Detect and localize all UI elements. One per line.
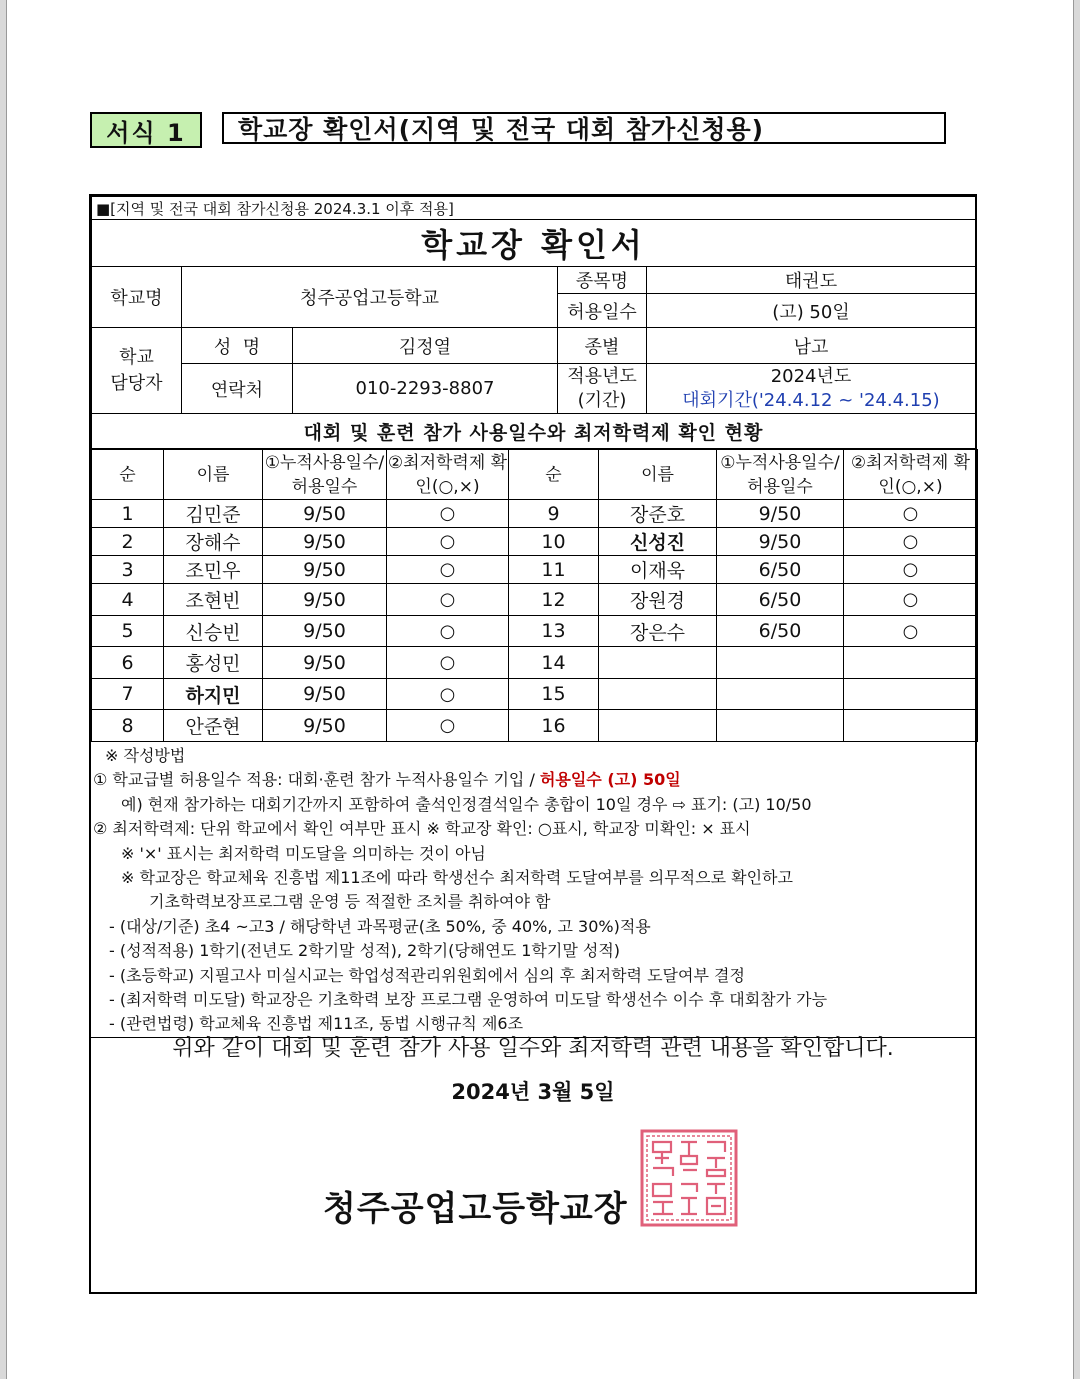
header-no: 순 <box>92 450 164 500</box>
official-seal-icon <box>639 1128 739 1228</box>
student-days-cell: 9/50 <box>263 528 387 556</box>
table-row <box>92 616 978 647</box>
notes-line-3: ② 최저학력제: 단위 학교에서 확인 여부만 표시 ※ 학교장 확인: ○표시, 학교장 미확인: × 표시 <box>93 819 751 839</box>
student-no-cell: 10 <box>509 528 599 556</box>
school-name-label: 학교명 <box>92 267 182 328</box>
student-name-cell: 이재욱 <box>599 556 717 584</box>
student-no-cell: 8 <box>92 710 164 742</box>
apply-year-value <box>647 364 976 414</box>
allowed-days-value: (고) 50일 <box>647 294 976 328</box>
student-name-cell: 장준호 <box>599 500 717 528</box>
notes-line-5: ※ 학교장은 학교체육 진흥법 제11조에 따라 학생선수 최저학력 도달여부를 의무적으로 확인하고 <box>121 868 793 888</box>
student-name-cell: 신성진 <box>599 528 717 556</box>
manager-name-value: 김정열 <box>293 328 558 364</box>
student-check-cell <box>844 679 978 710</box>
category-value: 남고 <box>647 328 976 364</box>
notes-heading: ※ 작성방법 <box>105 746 186 765</box>
period-text: 대회기간('24.4.12 ~ '24.4.15) <box>682 389 940 411</box>
notes-line-8: - (성적적용) 1학기(전년도 2학기말 성적), 2학기(당해연도 1학기말 성적) <box>109 941 621 961</box>
table-row <box>92 500 978 528</box>
page-edge-right <box>1073 0 1080 1379</box>
student-check-cell: ○ <box>387 584 509 616</box>
student-name-cell: 하지민 <box>164 679 263 710</box>
student-days-cell: 6/50 <box>717 556 844 584</box>
student-name-cell: 홍성민 <box>164 647 263 679</box>
header-academic: ②최저학력제 확인(○,×) <box>844 450 978 500</box>
notes-line-10: - (최저학력 미도달) 학교장은 기초학력 보장 프로그램 운영하여 미도달 학생선수 이수 후 대회참가 가능 <box>109 990 828 1010</box>
student-days-cell: 9/50 <box>717 528 844 556</box>
notes-line-4: ※ '×' 표시는 최저학력 미도달을 의미하는 것이 아님 <box>121 843 486 863</box>
header-name: 이름 <box>599 450 717 500</box>
table-row <box>92 584 978 616</box>
student-no-cell: 2 <box>92 528 164 556</box>
student-name-cell: 신승빈 <box>164 616 263 647</box>
student-no-cell: 1 <box>92 500 164 528</box>
category-label: 종별 <box>558 328 647 364</box>
writing-notes <box>91 742 975 1038</box>
table-row <box>92 647 978 679</box>
student-name-cell: 안준현 <box>164 710 263 742</box>
student-no-cell: 3 <box>92 556 164 584</box>
notes-line-7: - (대상/기준) 초4 ~고3 / 해당학년 과목평균(초 50%, 중 40%, 고 30%)적용 <box>109 916 651 936</box>
student-no-cell: 13 <box>509 616 599 647</box>
manager-label: 학교 담당자 <box>92 328 182 414</box>
student-days-cell: 6/50 <box>717 584 844 616</box>
header-days: ①누적사용일수/허용일수 <box>717 450 844 500</box>
header-no: 순 <box>509 450 599 500</box>
student-check-cell: ○ <box>387 616 509 647</box>
header-days: ①누적사용일수/허용일수 <box>263 450 387 500</box>
student-check-cell: ○ <box>844 616 978 647</box>
student-check-cell <box>844 710 978 742</box>
notes-line-11: - (관련법령) 학교체육 진흥법 제11조, 동법 시행규칙 제6조 <box>109 1014 524 1034</box>
student-no-cell: 15 <box>509 679 599 710</box>
form-label: 서식 1 <box>90 112 202 148</box>
year-text: 2024년도 <box>770 365 852 387</box>
student-no-cell: 7 <box>92 679 164 710</box>
student-days-cell <box>717 679 844 710</box>
manager-name-label: 성 명 <box>182 328 293 364</box>
event-value: 태권도 <box>647 267 976 294</box>
student-days-cell: 9/50 <box>263 679 387 710</box>
student-days-cell: 9/50 <box>263 710 387 742</box>
student-no-cell: 16 <box>509 710 599 742</box>
issue-date: 2024년 3월 5일 <box>451 1080 615 1104</box>
page-edge-left <box>0 0 7 1379</box>
header-academic: ②최저학력제 확인(○,×) <box>387 450 509 500</box>
student-no-cell: 6 <box>92 647 164 679</box>
student-name-cell: 장은수 <box>599 616 717 647</box>
certificate-document <box>89 194 977 1294</box>
principal-name: 청주공업고등학교장 <box>323 1189 628 1229</box>
student-no-cell: 12 <box>509 584 599 616</box>
student-name-cell: 장해수 <box>164 528 263 556</box>
student-name-cell: 조현빈 <box>164 584 263 616</box>
student-days-cell <box>717 710 844 742</box>
student-check-cell: ○ <box>844 500 978 528</box>
student-check-cell: ○ <box>387 710 509 742</box>
contact-label: 연락처 <box>182 364 293 414</box>
student-rows <box>92 500 978 742</box>
form-title: 학교장 확인서(지역 및 전국 대회 참가신청용) <box>222 112 946 144</box>
student-days-cell: 9/50 <box>263 556 387 584</box>
student-check-cell: ○ <box>387 679 509 710</box>
notes-line-1-highlight: 허용일수 (고) 50일 <box>539 770 681 790</box>
student-check-cell: ○ <box>844 584 978 616</box>
student-name-cell: 장원경 <box>599 584 717 616</box>
student-check-cell: ○ <box>387 500 509 528</box>
table-row <box>92 679 978 710</box>
school-name-value: 청주공업고등학교 <box>182 267 558 328</box>
student-check-cell <box>844 647 978 679</box>
notes-line-1 <box>93 768 975 792</box>
notes-line-6: 기초학력보장프로그램 운영 등 적절한 조치를 취하여야 함 <box>149 892 551 912</box>
notes-line-2: 예) 현재 참가하는 대회기간까지 포함하여 출석인정결석일수 총합이 10일 경우 ⇨ 표기: (고) 10/50 <box>121 794 812 814</box>
table-row <box>92 556 978 584</box>
info-table <box>91 196 976 449</box>
apply-year-label: 적용년도 (기간) <box>558 364 647 414</box>
table-row <box>92 710 978 742</box>
student-days-cell: 9/50 <box>263 500 387 528</box>
student-no-cell: 11 <box>509 556 599 584</box>
table-row <box>92 528 978 556</box>
notice-line: ■[지역 및 전국 대회 참가신청용 2024.3.1 이후 적용] <box>92 197 976 220</box>
student-name-cell: 김민준 <box>164 500 263 528</box>
student-days-cell: 9/50 <box>263 584 387 616</box>
section-title: 대회 및 훈련 참가 사용일수와 최저학력제 확인 현황 <box>92 414 976 449</box>
contact-value: 010-2293-8807 <box>293 364 558 414</box>
student-check-cell: ○ <box>387 556 509 584</box>
student-name-cell <box>599 710 717 742</box>
student-check-cell: ○ <box>387 528 509 556</box>
student-name-cell <box>599 647 717 679</box>
closing-statement: 위와 같이 대회 및 훈련 참가 사용 일수와 최저학력 관련 내용을 확인합니다. <box>172 1036 894 1061</box>
student-no-cell: 5 <box>92 616 164 647</box>
student-days-cell: 9/50 <box>263 647 387 679</box>
student-check-cell: ○ <box>844 528 978 556</box>
student-check-cell: ○ <box>387 647 509 679</box>
student-no-cell: 14 <box>509 647 599 679</box>
event-label: 종목명 <box>558 267 647 294</box>
header-name: 이름 <box>164 450 263 500</box>
student-days-cell <box>717 647 844 679</box>
notes-line-1-text: ① 학교급별 허용일수 적용: 대회·훈련 참가 누적사용일수 기입 / <box>93 770 540 790</box>
student-days-cell: 9/50 <box>717 500 844 528</box>
student-no-cell: 9 <box>509 500 599 528</box>
student-name-cell: 조민우 <box>164 556 263 584</box>
student-days-cell: 6/50 <box>717 616 844 647</box>
notes-line-9: - (초등학교) 지필고사 미실시교는 학업성적관리위원회에서 심의 후 최저학력 도달여부 결정 <box>109 965 745 985</box>
student-days-cell: 9/50 <box>263 616 387 647</box>
student-check-cell: ○ <box>844 556 978 584</box>
students-table <box>91 449 978 742</box>
student-name-cell <box>599 679 717 710</box>
student-no-cell: 4 <box>92 584 164 616</box>
allowed-days-label: 허용일수 <box>558 294 647 328</box>
document-title: 학교장 확인서 <box>92 220 976 267</box>
